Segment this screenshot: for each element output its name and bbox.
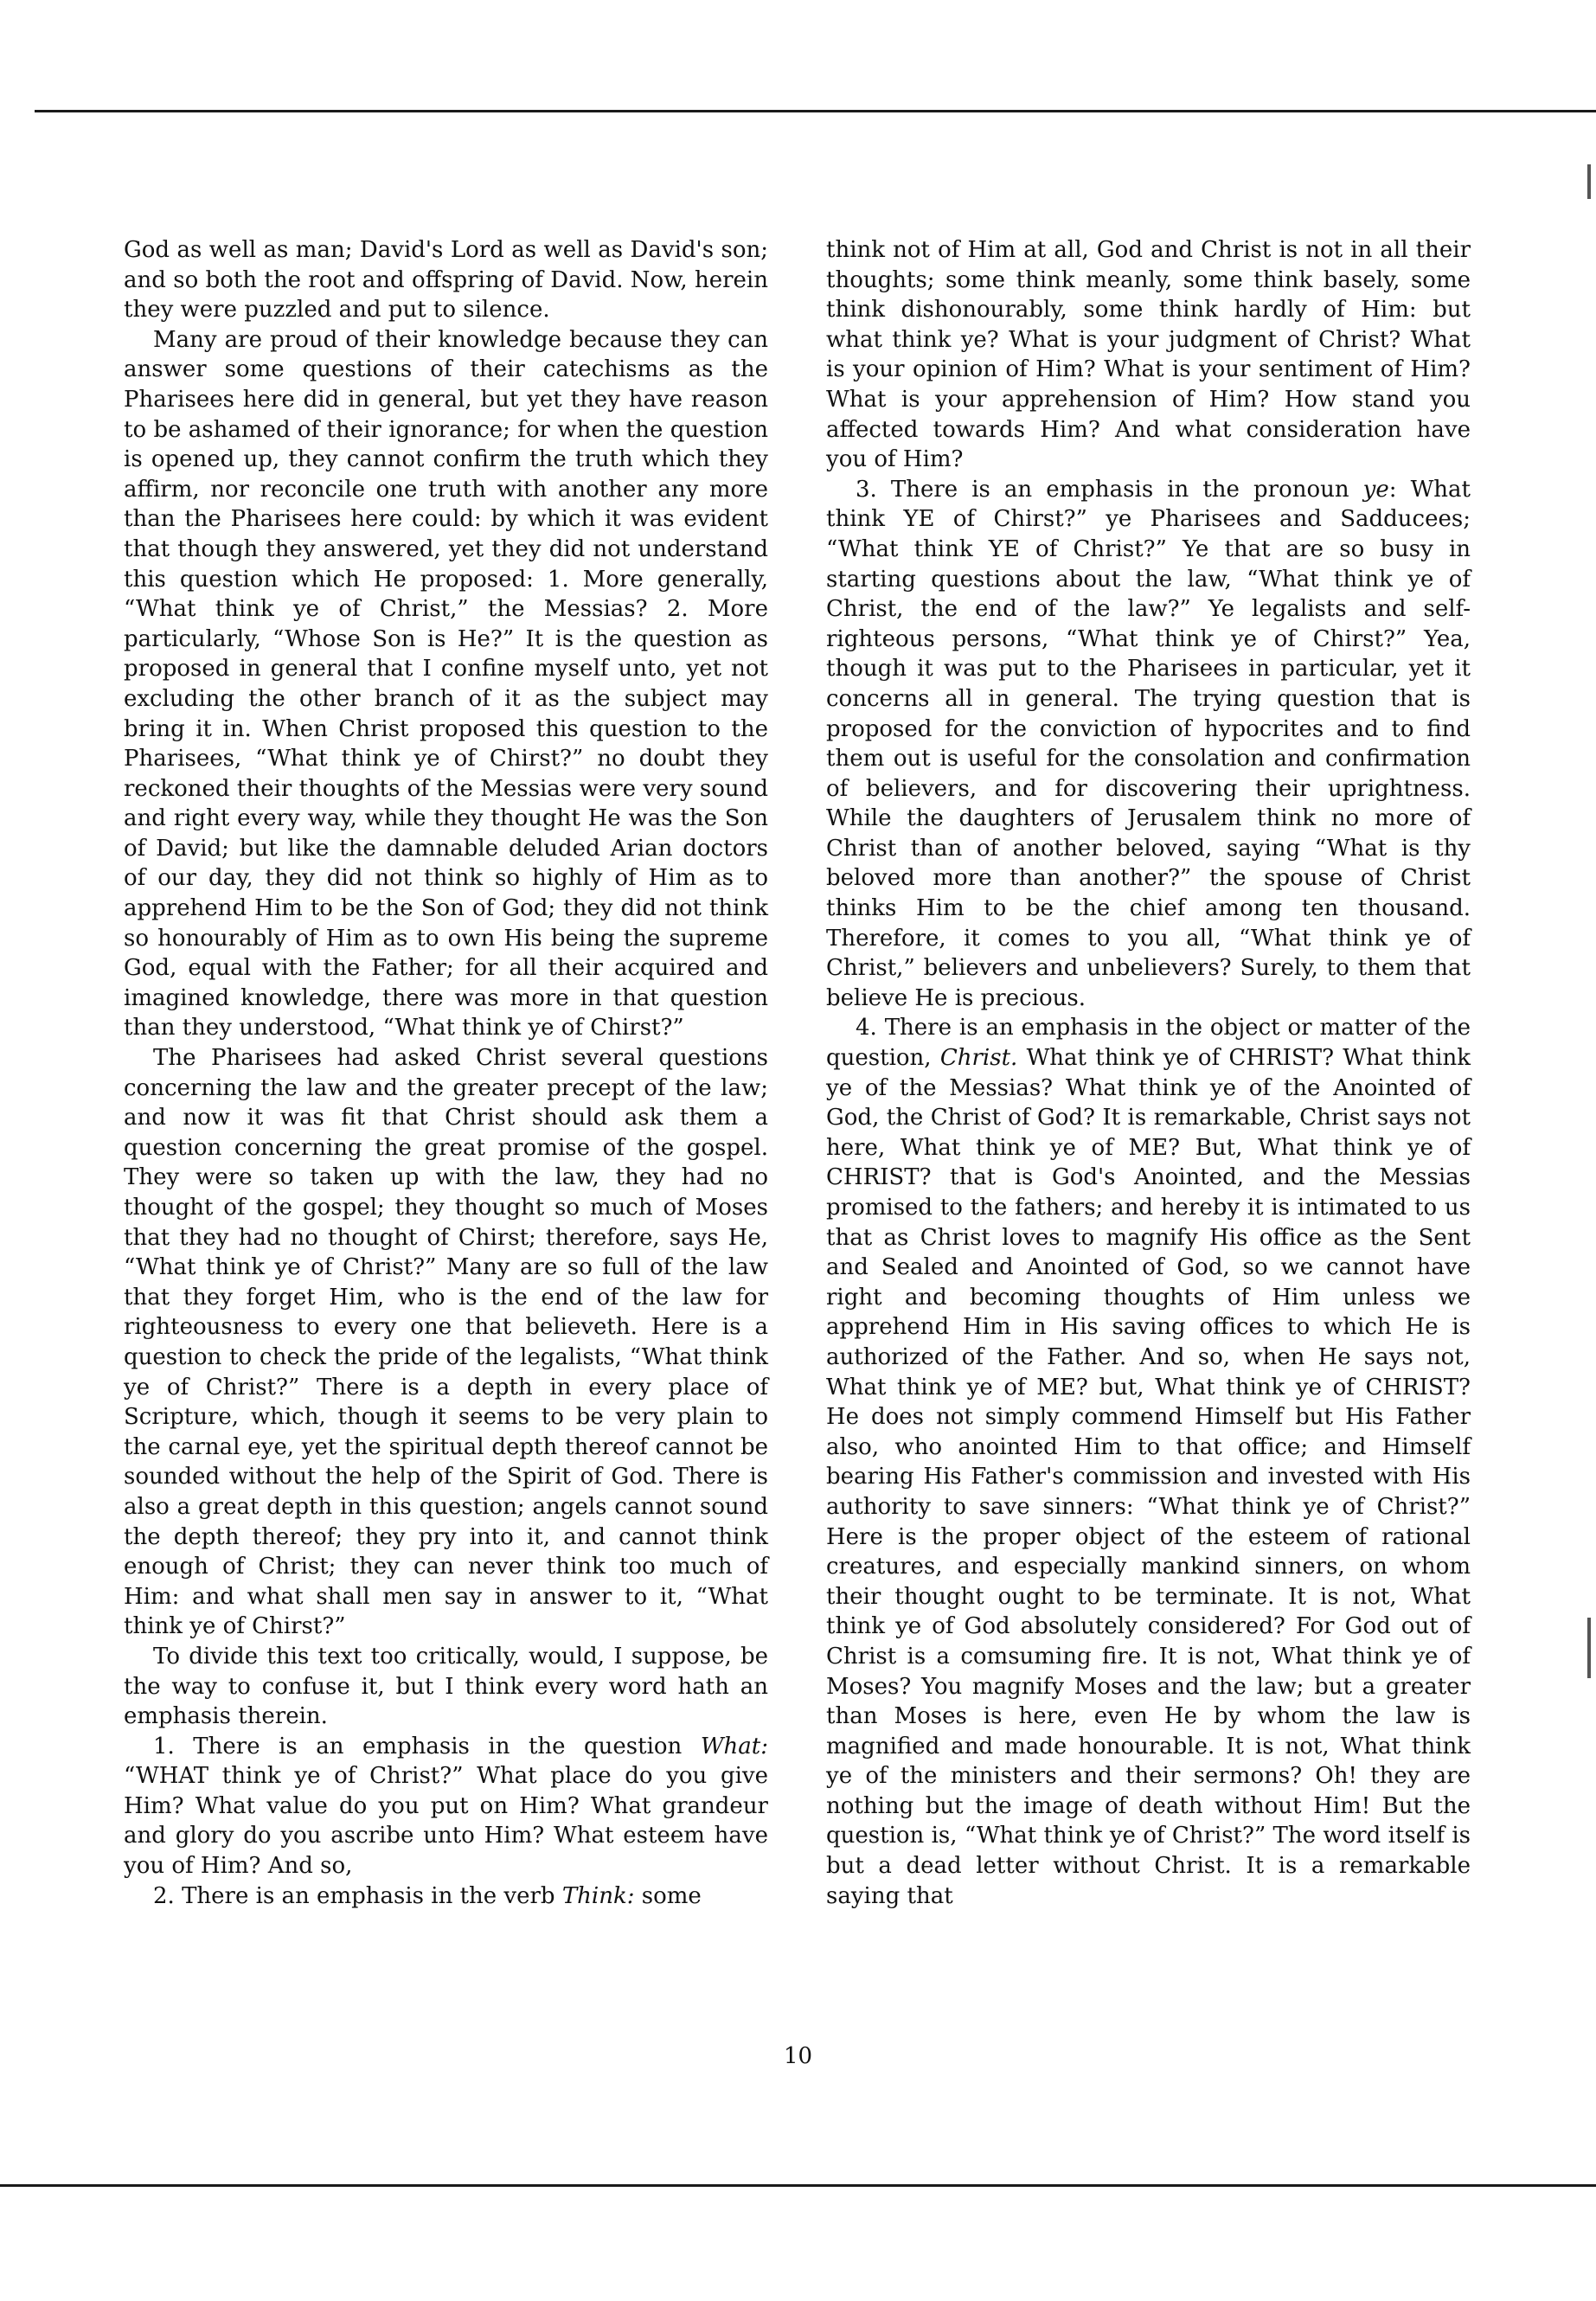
- paragraph: To divide this text too critically, would, I suppose, be the way to confuse it, but I think every word hath an emphasis therein.: [124, 1643, 768, 1730]
- paragraph-point-3: [826, 475, 1471, 1014]
- emphasis-word: Christ.: [939, 1045, 1018, 1072]
- paragraph-point-2: [124, 1881, 768, 1912]
- page-number: 10: [783, 2043, 813, 2069]
- bottom-rule: [0, 2184, 1596, 2187]
- emphasis-word: ye: [1362, 476, 1389, 503]
- left-column: [124, 235, 768, 1911]
- point-text: What think ye of CHRIST? What think ye of the Messias? What think ye of the Anointed of God, the Christ of God? It is remarkable, Christ says not here, What think ye of ME? But, What think ye of CHRIST? that is God's Anointed, and the Messias promised to the fathers; and hereby it is intimated to us that as Christ loves to magnify His office as the Sent and Sealed and Anointed of God, so we cannot have right and becoming thoughts of Him unless we apprehend Him in His saving offices to which He is authorized of the Father. And so, when He says not, What think ye of ME? but, What think ye of CHRIST? He does not simply commend Himself but His Father also, who anointed Him to that office; and Himself bearing His Father's commission and invested with His authority to save sinners: “What think ye of Christ?” Here is the proper object of the esteem of rational creatures, and especially mankind sinners, on whom their thought ought to be terminate. It is not, What think ye of God absolutely considered? For God out of Christ is a comsuming fire. It is not, What think ye of Moses? You magnify Moses and the law; but a greater than Moses is here, even He by whom the law is magnified and made honourable. It is not, What think ye of the ministers and their sermons? Oh! they are nothing but the image of death without Him! But the question is, “What think ye of Christ?” The word itself is but a dead letter without Christ. It is a remarkable saying that: [826, 1045, 1471, 1909]
- paragraph: think not of Him at all, God and Christ is not in all their thoughts; some think meanly, some think basely, some think dishonourably, some think hardly of Him: but what think ye? What is your judgment of Christ? What is your opinion of Him? What is your sentiment of Him? What is your apprehension of Him? How stand you affected towards Him? And what consideration have you of Him?: [826, 237, 1471, 473]
- point-text: 2. There is an emphasis in the verb: [153, 1882, 562, 1909]
- paragraph: Many are proud of their knowledge because they can answer some questions of their catechisms as the Pharisees here did in general, but yet they have reason to be ashamed of their ignorance; for when the question is opened up, they cannot confirm the truth which they affirm, nor reconcile one truth with another any more than the Pharisees here could: by which it was evident that though they answered, yet they did not understand this question which He proposed: 1. More generally, “What think ye of Christ,” the Messias? 2. More particularly, “Whose Son is He?” It is the question as proposed in general that I confine myself unto, yet not excluding the other branch of it as the subject may bring it in. When Christ proposed this question to the Pharisees, “What think ye of Chirst?” no doubt they reckoned their thoughts of the Messias were very sound and right every way, while they thought He was the Son of David; but like the damnable deluded Arian doctors of our day, they did not think so highly of Him as to apprehend Him to be the Son of God; they did not think so honourably of Him as to own His being the supreme God, equal with the Father; for all their acquired and imagined knowledge, there was more in that question than they understood, “What think ye of Chirst?”: [124, 326, 768, 1042]
- point-text: 1. There is an emphasis in the question: [153, 1733, 701, 1759]
- right-column: [826, 235, 1471, 1911]
- edge-mark-lower: [1587, 1618, 1591, 1678]
- edge-mark-upper: [1587, 164, 1591, 199]
- point-text: “WHAT think ye of Christ?” What place do you give Him? What value do you put on Him? What grandeur and glory do you ascribe unto Him? What esteem have you of Him? And so,: [124, 1763, 768, 1880]
- paragraph: The Pharisees had asked Christ several questions concerning the law and the greater precept of the law; and now it was fit that Christ should ask them a question concerning the great promise of the gospel. They were so taken up with the law, they had no thought of the gospel; they thought so much of Moses that they had no thought of Chirst; therefore, says He, “What think ye of Christ?” Many are so full of the law that they forget Him, who is the end of the law for righteousness to every one that believeth. Here is a question to check the pride of the legalists, “What think ye of Christ?” There is a depth in every place of Scripture, which, though it seems to be very plain to the carnal eye, yet the spiritual depth thereof cannot be sounded without the help of the Spirit of God. There is also a great depth in this question; angels cannot sound the depth thereof; they pry into it, and cannot think enough of Christ; they can never think too much of Him: and what shall men say in answer to it, “What think ye of Chirst?”: [124, 1045, 768, 1640]
- point-text: 3. There is an emphasis in the pronoun: [856, 476, 1363, 503]
- emphasis-word: Think:: [561, 1882, 635, 1909]
- paragraph: God as well as man; David's Lord as well as David's son; and so both the root and offspring of David. Now, herein they were puzzled and put to silence.: [124, 237, 768, 324]
- point-text: 4. There is an emphasis in the object or matter of the question,: [826, 1015, 1471, 1072]
- point-text: some: [634, 1882, 702, 1909]
- point-text: : What think YE of Chirst?” ye Pharisees and Sadducees; “What think YE of Christ?” Ye that are so busy in starting questions about the law, “What think ye of Christ, the end of the law?” Ye legalists and self-righteous persons, “What think ye of Chirst?” Yea, though it was put to the Pharisees in particular, yet it concerns all in general. The trying question that is proposed for the conviction of hypocrites and to find them out is useful for the consolation and confirmation of believers, and for discovering their uprightness. While the daughters of Jerusalem think no more of Christ than of another beloved, saying “What is thy beloved more than another?” the spouse of Christ thinks Him to be the chief among ten thousand. Therefore, it comes to you all, “What think ye of Christ,” believers and unbelievers? Surely, to them that believe He is precious.: [826, 476, 1471, 1011]
- paragraph-point-4: [826, 1013, 1471, 1911]
- paragraph-point-1: [124, 1732, 768, 1881]
- top-rule: [35, 110, 1596, 112]
- emphasis-word: What:: [700, 1733, 768, 1759]
